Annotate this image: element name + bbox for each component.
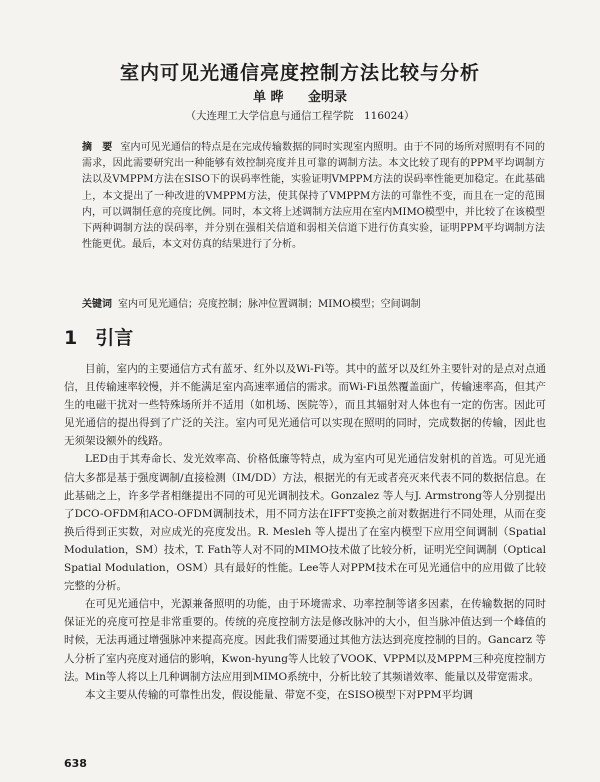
section-number: 1 [64, 327, 78, 349]
keywords-label: 关键词 [82, 299, 112, 310]
page-number: 638 [64, 757, 87, 770]
keywords [82, 297, 545, 312]
abstract [82, 140, 545, 253]
author-name: 金明录 [308, 90, 348, 105]
paragraph: 本文主要从传输的可靠性出发，假设能量、带宽不变，在SISO模型下对PPM平均调 [85, 688, 474, 701]
affiliation: （大连理工大学信息与通信工程学院 116024） [185, 110, 415, 122]
section-title: 引言 [95, 327, 134, 349]
author-name: 单 晔 [252, 90, 284, 105]
paragraph: LED由于其寿命长、发光效率高、价格低廉等特点，成为室内可见光通信发射机的首选。可见光通信大多都是基于强度调制/直接检测（IM/DD）方法，根据光的有无或者亮灭来代表不同的数据信息。在此基础之上，许多学者相继提出不同的可见光调制技术。Gonzalez 等人与J. Armstrong等人分别提出了DCO-OFDM和ACO-OFDM调制技术，用不同方法在IFFT变换之前对数据进行不同处理，从而在变换后得到正实数，对应成光的亮度发出。R. Mesleh 等人提出了在室内模型下应用空间调制（Spatial Modulation，SM）技术，T. Fath等人对不同的MIMO技术做了比较分析，证明光空间调制（Optical Spatial Modulation，OSM）具有最好的性能。Lee等人对PPM技术在可见光通信中的应用做了比较完整的分析。 [64, 453, 546, 593]
section-heading [64, 323, 133, 350]
abstract-text: 室内可见光通信的特点是在完成传输数据的同时实现室内照明。由于不同的场所对照明有不同的需求，因此需要研究出一种能够有效控制亮度并且可靠的调制方法。本文比较了现有的PPM平均调制方法以及VMPPM方法在SISO下的误码率性能，实验证明VMPPM方法的误码率性能更加稳定。在此基础上，本文提出了一种改进的VMPPM方法，使其保持了VMPPM方法的可靠性不变，而且在一定的范围内，可以调制任意的亮度比例。同时，本文将上述调制方法应用在室内MIMO模型中，并比较了在该模型下两种调制方法的误码率，并分别在强相关信道和弱相关信道下进行仿真实验，证明PPM平均调制方法性能更优。最后，本文对仿真的结果进行了分析。 [82, 142, 546, 251]
author-list [0, 86, 600, 105]
paper-title: 室内可见光通信亮度控制方法比较与分析 [119, 62, 480, 84]
paragraph: 在可见光通信中，光源兼备照明的功能，由于环境需求、功率控制等诸多因素，在传输数据的同时保证光的亮度可控是非常重要的。传统的亮度控制方法是修改脉冲的大小，但当脉冲值达到一个峰值的时候，无法再通过增强脉冲来提高亮度。因此我们需要通过其他方法达到亮度控制的目的。Gancarz 等人分析了室内亮度对通信的影响，Kwon-hyung等人比较了VOOK、VPPM以及MPPM三种亮度控制方法。Min等人将以上几种调制方法应用到MIMO系统中，分析比较了其频谱效率、能量以及带宽需求。 [64, 598, 546, 683]
abstract-label: 摘 要 [82, 142, 113, 153]
paragraph: 目前，室内的主要通信方式有蓝牙、红外以及Wi-Fi等。其中的蓝牙以及红外主要针对的是点对点通信，且传输速率较慢，并不能满足室内高速率通信的需求。而Wi-Fi虽然覆盖面广，传输速率高，但其产生的电磁干扰对一些特殊场所并不适用（如机场、医院等），而且其辐射对人体也有一定的伤害。因此可见光通信的提出得到了广泛的关注。室内可见光通信可以实现在照明的同时，完成数据的传输，因此也无须架设额外的线路。 [64, 363, 546, 448]
body-text [64, 360, 546, 704]
keywords-text: 室内可见光通信；亮度控制；脉冲位置调制；MIMO模型；空间调制 [118, 299, 421, 310]
